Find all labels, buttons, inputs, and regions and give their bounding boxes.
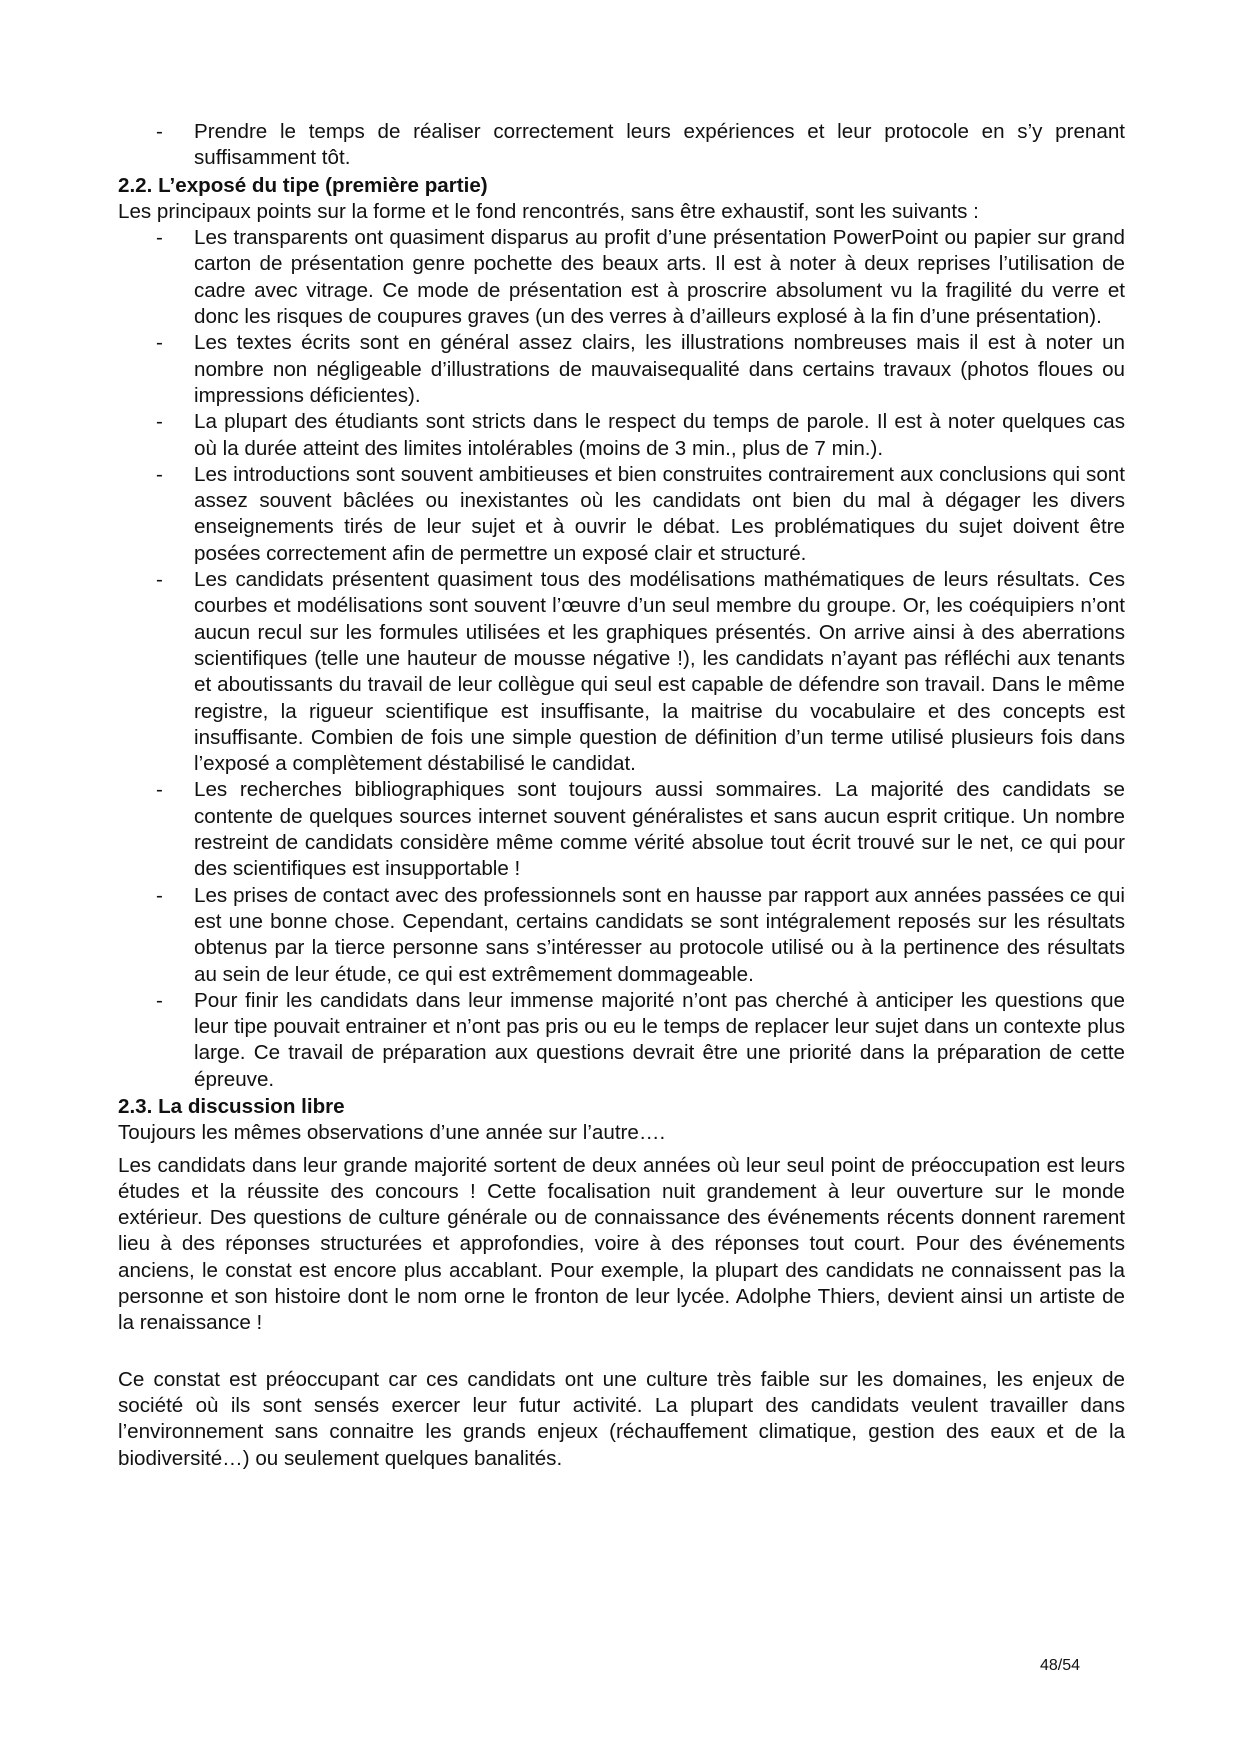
bullet-text: Les candidats présentent quasiment tous des modélisations mathématiques de leurs résultats. Ces courbes et modélisations sont souvent l’œuvre d’un seul membre du groupe. Or, les coéquipiers n’ont aucun recul sur les formules utilisées et les graphiques présentés. On arrive ainsi à des aberrations scientifiques (telle une hauteur de mousse négative !), les candidats n’ayant pas réfléchi aux tenants et aboutissants du travail de leur collègue qui seul est capable de défendre son travail. Dans le même registre, la rigueur scientifique est insuffisante, la maitrise du vocabulaire et des concepts est insuffisante. Combien de fois une simple question de définition d’un terme utilisé plusieurs fois dans l’exposé a complètement déstabilisé le candidat. xyxy=(194,568,1125,776)
section-2-2-intro: Les principaux points sur la forme et le fond rencontrés, sans être exhaustif, sont les suivants : xyxy=(118,199,979,223)
intro-bullet-item xyxy=(118,119,1125,172)
paragraph: Les candidats dans leur grande majorité sortent de deux années où leur seul point de préoccupation est leurs études et la réussite des concours ! Cette focalisation nuit grandement à leur ouverture sur le monde extérieur. Des questions de culture générale ou de connaissance des événements récents donnent rarement lieu à des réponses structurées et approfondies, voire à des réponses tout court. Pour des événements anciens, le constat est encore plus accablant. Pour exemple, la plupart des candidats ne connaissent pas la personne et son histoire dont le nom orne le fronton de leur lycée. Adolphe Thiers, devient ainsi un artiste de la renaissance ! xyxy=(118,1153,1125,1335)
bullet-dash: - xyxy=(156,883,163,907)
paragraph: Toujours les mêmes observations d’une année sur l’autre…. xyxy=(118,1121,666,1145)
bullet-dash: - xyxy=(156,462,163,486)
bullet-item xyxy=(118,567,1125,777)
bullet-text: Les transparents ont quasiment disparus au profit d’une présentation PowerPoint ou papier sur grand carton de présentation genre pochette des beaux arts. Il est à noter à deux reprises l’utilisation de cadre avec vitrage. Ce mode de présentation est à proscrire absolument vu la fragilité du verre et donc les risques de coupures graves (un des verres à d’ailleurs explosé à la fin d’une présentation). xyxy=(194,226,1125,329)
bullet-dash: - xyxy=(156,331,163,355)
bullet-dash: - xyxy=(156,226,163,250)
bullet-item xyxy=(118,225,1125,330)
section-heading-2-3: 2.3. La discussion libre xyxy=(118,1094,345,1118)
bullet-dash: - xyxy=(156,568,163,592)
bullet-item xyxy=(118,883,1125,988)
bullet-text: Les textes écrits sont en général assez clairs, les illustrations nombreuses mais il est à noter un nombre non négligeable d’illustrations de mauvaisequalité dans certains travaux (photos floues ou impressions déficientes). xyxy=(194,331,1125,407)
bullet-dash: - xyxy=(156,410,163,434)
bullet-item xyxy=(118,462,1125,567)
bullet-item xyxy=(118,409,1125,462)
bullet-dash: - xyxy=(156,988,163,1012)
paragraph: Ce constat est préoccupant car ces candidats ont une culture très faible sur les domaines, les enjeux de société où ils sont sensés exercer leur futur activité. La plupart des candidats veulent travailler dans l’environnement sans connaitre les grands enjeux (réchauffement climatique, gestion des eaux et de la biodiversité…) ou seulement quelques banalités. xyxy=(118,1367,1125,1470)
bullet-text: Pour finir les candidats dans leur immense majorité n’ont pas cherché à anticiper les questions que leur tipe pouvait entrainer et n’ont pas pris ou eu le temps de replacer leur sujet dans un contexte plus large. Ce travail de préparation aux questions devrait être une priorité dans la préparation de cette épreuve. xyxy=(194,988,1125,1091)
bullet-text: Prendre le temps de réaliser correctement leurs expériences et leur protocole en s’y prenant suffisamment tôt. xyxy=(194,120,1125,170)
page-content xyxy=(118,119,1125,1472)
bullet-text: Les prises de contact avec des professionnels sont en hausse par rapport aux années passées ce qui est une bonne chose. Cependant, certains candidats se sont intégralement reposés sur les résultats obtenus par la tierce personne sans s’intéresser au protocole utilisé ou à la pertinence des résultats au sein de leur étude, ce qui est extrêmement dommageable. xyxy=(194,883,1125,986)
bullet-item xyxy=(118,330,1125,409)
section-heading-2-2: 2.2. L’exposé du tipe (première partie) xyxy=(118,173,488,197)
bullet-text: Les introductions sont souvent ambitieuses et bien construites contrairement aux conclusions qui sont assez souvent bâclées ou inexistantes où les candidats ont bien du mal à dégager les divers enseignements tirés de leur sujet et à ouvrir le débat. Les problématiques du sujet doivent être posées correctement afin de permettre un exposé clair et structuré. xyxy=(194,462,1125,565)
bullet-text: Les recherches bibliographiques sont toujours aussi sommaires. La majorité des candidats se contente de quelques sources internet souvent généralistes et sans aucun esprit critique. Un nombre restreint de candidats considère même comme vérité absolue tout écrit trouvé sur le net, ce qui pour des scientifiques est insupportable ! xyxy=(194,778,1125,881)
bullet-text: La plupart des étudiants sont stricts dans le respect du temps de parole. Il est à noter quelques cas où la durée atteint des limites intolérables (moins de 3 min., plus de 7 min.). xyxy=(194,410,1125,460)
bullet-dash: - xyxy=(156,778,163,802)
bullet-dash: - xyxy=(156,120,163,143)
bullet-item xyxy=(118,988,1125,1093)
page-number: 48/54 xyxy=(1040,1657,1081,1674)
bullet-item xyxy=(118,777,1125,882)
